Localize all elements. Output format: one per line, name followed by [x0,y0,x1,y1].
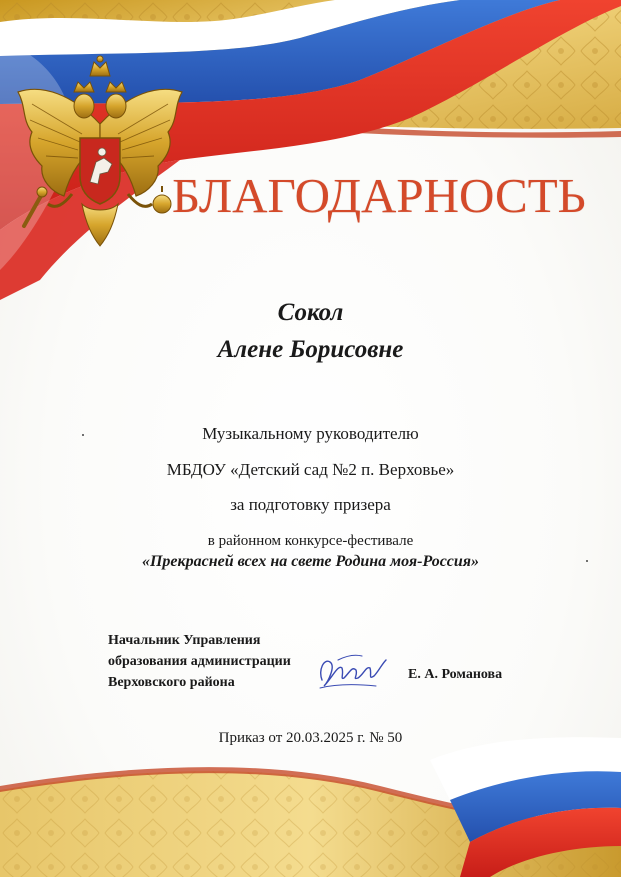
signatory-title-line-1: Начальник Управления [108,633,261,648]
document-heading: БЛАГОДАРНОСТЬ [172,168,586,223]
scan-speck [82,434,84,436]
recipient-surname: Сокол [277,299,344,326]
award-reason: за подготовку призера [230,495,391,514]
signatory-title-line-3: Верховского района [108,675,235,690]
signatory-title-line-2: образования администрации [108,654,291,669]
recipient-organization: МБДОУ «Детский сад №2 п. Верховье» [166,460,455,479]
recipient-given-names: Алене Борисовне [217,336,404,363]
order-reference: Приказ от 20.03.2025 г. № 50 [218,730,403,746]
signatory-name: Е. А. Романова [408,667,503,682]
handwritten-signature-icon [312,650,390,692]
signatory-title [108,630,291,693]
contest-title: «Прекрасней всех на свете Родина моя-Россия» [141,553,480,570]
scan-speck [586,560,588,562]
recipient-position: Музыкальному руководителю [202,424,419,443]
russian-coat-of-arms-icon [12,54,188,250]
contest-intro: в районном конкурсе-фестивале [207,533,414,549]
